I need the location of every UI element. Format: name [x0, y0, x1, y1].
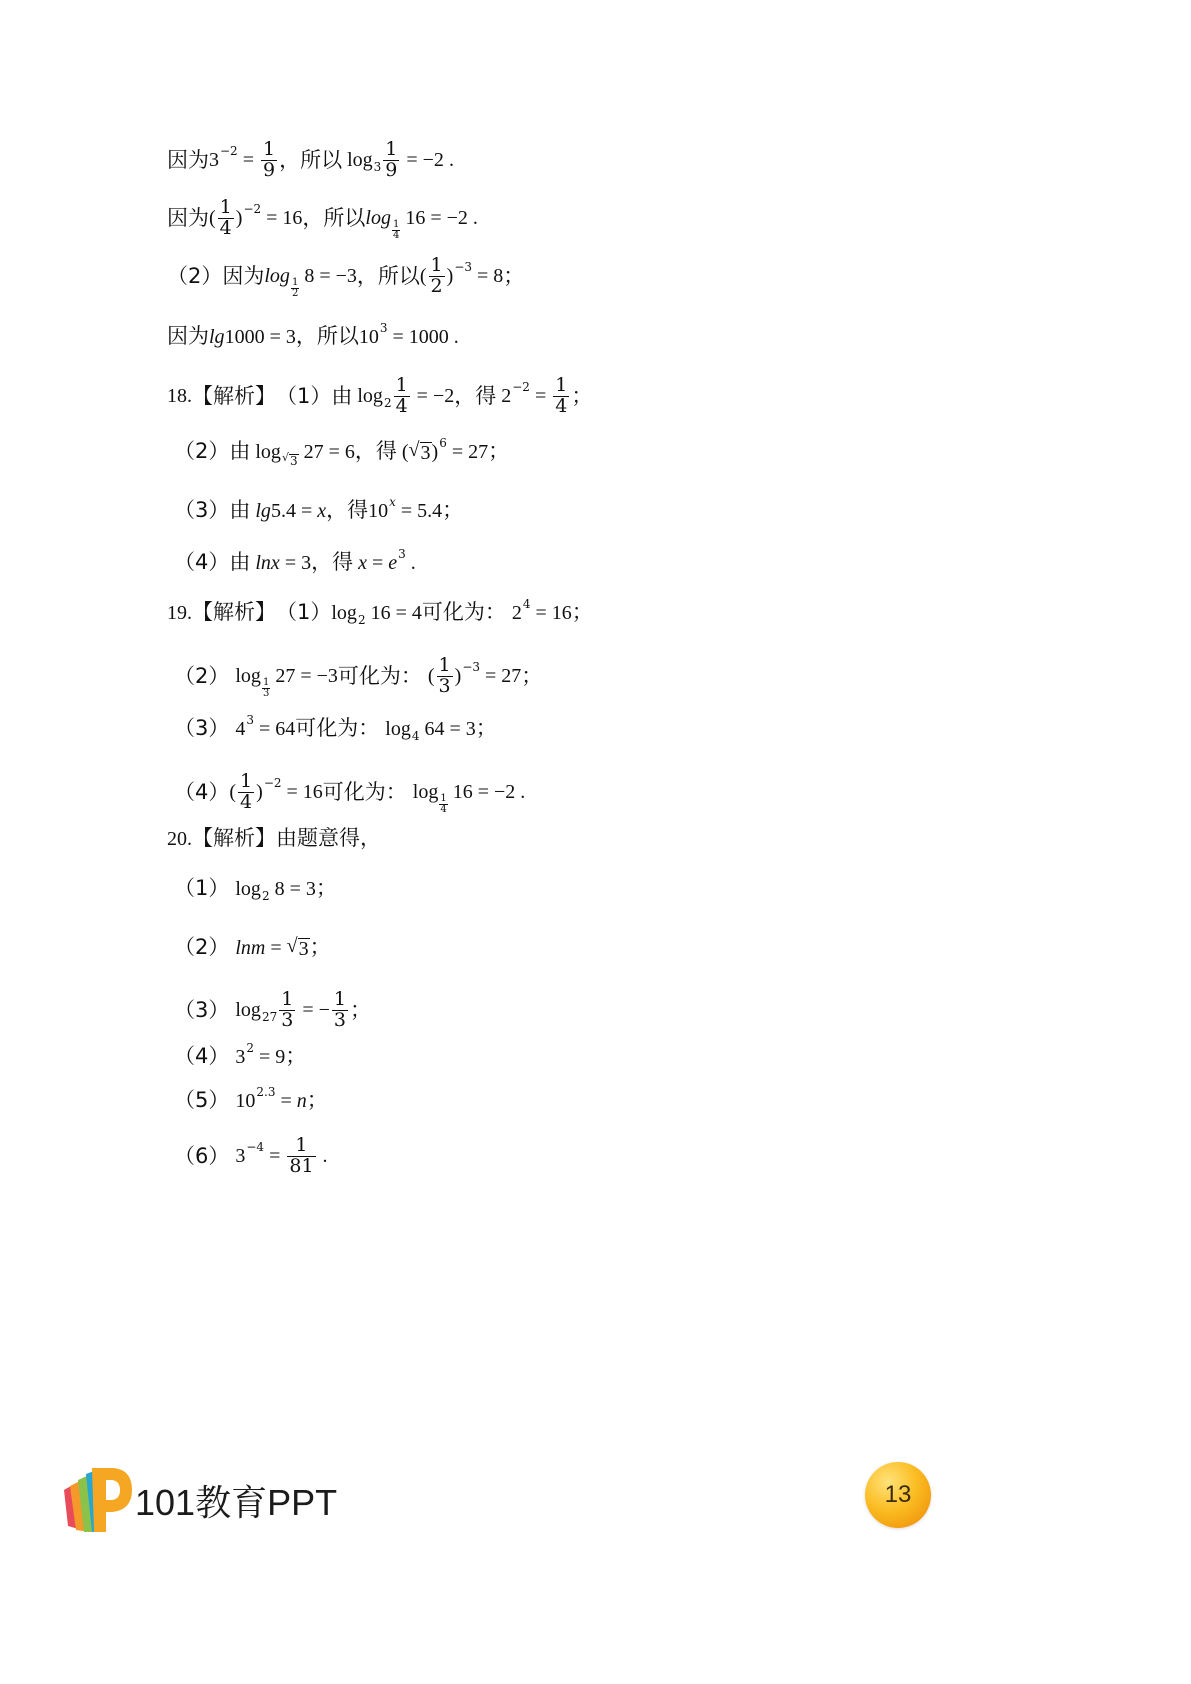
- fraction: 1 2: [291, 276, 299, 299]
- text: ；: [442, 498, 464, 522]
- text: 由题意得，: [276, 826, 381, 850]
- problem-20-header: [167, 828, 381, 849]
- problem-20-part-6: （6） 3 −4 = $\frac{1}{81}$ .: [174, 1134, 328, 1177]
- solution-line: 因为 ( $\frac{1}{4}$ ) −2 = 16 ，所以 log 1 4 16 = −2 .: [167, 196, 478, 241]
- text: ；: [571, 383, 593, 408]
- text: （6）: [174, 1143, 230, 1168]
- text: ；: [571, 600, 593, 624]
- text: 可化为：: [421, 600, 506, 624]
- text: （2）: [167, 263, 223, 288]
- fraction: 1 3: [262, 676, 270, 699]
- problem-19-part-2: （2） log 1 3 27 = −3 可化为： ( $\frac{1}{3}$ ) −3 = 27 ；: [174, 654, 543, 699]
- fraction: $\frac{1}{3}$: [333, 988, 346, 1031]
- problem-18-part-1: 18. 【解析】 （1） 由 log 2 $\frac{1}{4}$ = −2 ， 得 2 −2 = $\frac{1}{4}$ ；: [167, 374, 593, 417]
- text: （4）: [174, 1044, 230, 1068]
- text: （3）: [174, 997, 230, 1022]
- problem-20-part-3: （3） log 27 $\frac{1}{3}$ = − $\frac{1}{3}$ ；: [174, 988, 371, 1031]
- fraction: 1 4: [392, 218, 400, 241]
- fraction: $\frac{1}{4}$: [395, 374, 408, 417]
- problem-20-part-4: （4） 3 2 = 9 ；: [174, 1040, 307, 1068]
- analysis-label: 【解析】: [192, 600, 276, 624]
- text: ；: [306, 1088, 328, 1112]
- problem-18-part-2: （2） 由 log √ 3 27 = 6 ， 得 ( √ 3 ) 6 = 27 ；: [174, 435, 510, 468]
- text: 得: [475, 383, 497, 408]
- text: （2）: [174, 935, 230, 959]
- text: ；: [349, 997, 371, 1022]
- text: ，: [354, 439, 376, 463]
- fraction: $\frac{1}{4}$: [555, 374, 568, 417]
- problem-19-part-1: 19. 【解析】 （1） log 2 16 = 4 可化为： 2 4 = 16 ；: [167, 596, 593, 627]
- problem-number: 19.: [167, 601, 192, 624]
- solution-line: 因为 lg 1000 = 3 ，所以 10 3 = 1000 .: [167, 320, 459, 348]
- text: ；: [475, 716, 497, 740]
- fraction: $\frac{1}{81}$: [289, 1134, 314, 1177]
- brand-logo-text: 101教育PPT: [135, 1482, 338, 1523]
- text: 由: [229, 550, 251, 574]
- text: 得: [347, 498, 369, 522]
- problem-19-part-4: （4） ( $\frac{1}{4}$ ) −2 = 16 可化为： log 1 4 16 = −2 .: [174, 770, 526, 815]
- text: （3）: [174, 716, 230, 740]
- problem-18-part-4: （4） 由 lnx = 3 ， 得 x = e 3 .: [174, 546, 416, 574]
- fraction: $\frac{1}{2}$: [430, 254, 443, 297]
- text: 因为: [167, 147, 209, 172]
- text: 由: [331, 383, 353, 408]
- text: 可化为：: [337, 663, 422, 688]
- text: ，: [454, 383, 476, 408]
- fraction: $\frac{1}{3}$: [438, 654, 451, 697]
- text: 因为: [222, 263, 265, 288]
- text: 所以: [300, 147, 343, 172]
- problem-20-part-1: （1） log 2 8 = 3 ；: [174, 876, 337, 903]
- fraction: $\frac{1}{4}$: [219, 196, 232, 239]
- text: 因为: [167, 205, 209, 230]
- text: （5）: [174, 1088, 230, 1112]
- text: ，: [311, 550, 333, 574]
- fraction: $\frac{1}{9}$: [385, 138, 398, 181]
- page-number: 13: [884, 1481, 912, 1508]
- fraction: $\frac{1}{4}$: [240, 770, 253, 813]
- text: 得: [375, 439, 397, 463]
- text: （4）: [174, 550, 230, 574]
- text: ，所以: [295, 324, 359, 348]
- text: ；: [503, 263, 525, 288]
- text: （1）: [174, 876, 230, 900]
- text: （2）: [174, 663, 230, 688]
- text: 因为: [167, 324, 209, 348]
- text: 可化为：: [322, 779, 407, 804]
- problem-number: 18.: [167, 385, 192, 408]
- text: ，: [279, 147, 301, 172]
- text: ，: [326, 498, 348, 522]
- text: （1）: [276, 383, 332, 408]
- text: ；: [309, 935, 331, 959]
- text: ，所以: [356, 263, 420, 288]
- analysis-label: 【解析】: [192, 826, 276, 850]
- solution-line: 因为 3 −2 = $\frac{1}{9}$ ， 所以 log 3 $\frac{1}{9}$ = −2 .: [167, 138, 454, 181]
- text: （2）: [174, 439, 230, 463]
- text: ；: [315, 876, 337, 900]
- text: （3）: [174, 498, 230, 522]
- solution-line: （2） 因为 log 1 2 8 = −3 ，所以 ( $\frac{1}{2}$ ) −3 = 8 ；: [167, 254, 525, 299]
- text: 得: [332, 550, 354, 574]
- text: ；: [488, 439, 510, 463]
- text: 由: [229, 498, 251, 522]
- text: ；: [285, 1044, 307, 1068]
- fraction: $\frac{1}{9}$: [262, 138, 276, 181]
- text: 由: [229, 439, 251, 463]
- page-number-badge: [865, 1462, 931, 1528]
- brand-logo-icon: [56, 1460, 136, 1535]
- fraction: 1 4: [440, 792, 447, 815]
- problem-20-part-2: （2） lnm = √ 3 ；: [174, 935, 331, 960]
- text: ，所以: [302, 205, 366, 230]
- problem-18-part-3: （3） 由 lg 5.4 = x ， 得 10 x = 5.4 ；: [174, 494, 464, 522]
- text: 可化为：: [295, 716, 380, 740]
- text: ；: [521, 663, 543, 688]
- fraction: $\frac{1}{3}$: [281, 988, 294, 1031]
- text: （1）: [276, 600, 332, 624]
- text: （4）: [174, 779, 230, 804]
- problem-20-part-5: （5） 10 2.3 = n ；: [174, 1084, 328, 1112]
- problem-19-part-3: （3） 4 3 = 64 可化为： log 4 64 = 3 ；: [174, 712, 497, 743]
- analysis-label: 【解析】: [192, 383, 276, 408]
- problem-number: 20.: [167, 827, 192, 850]
